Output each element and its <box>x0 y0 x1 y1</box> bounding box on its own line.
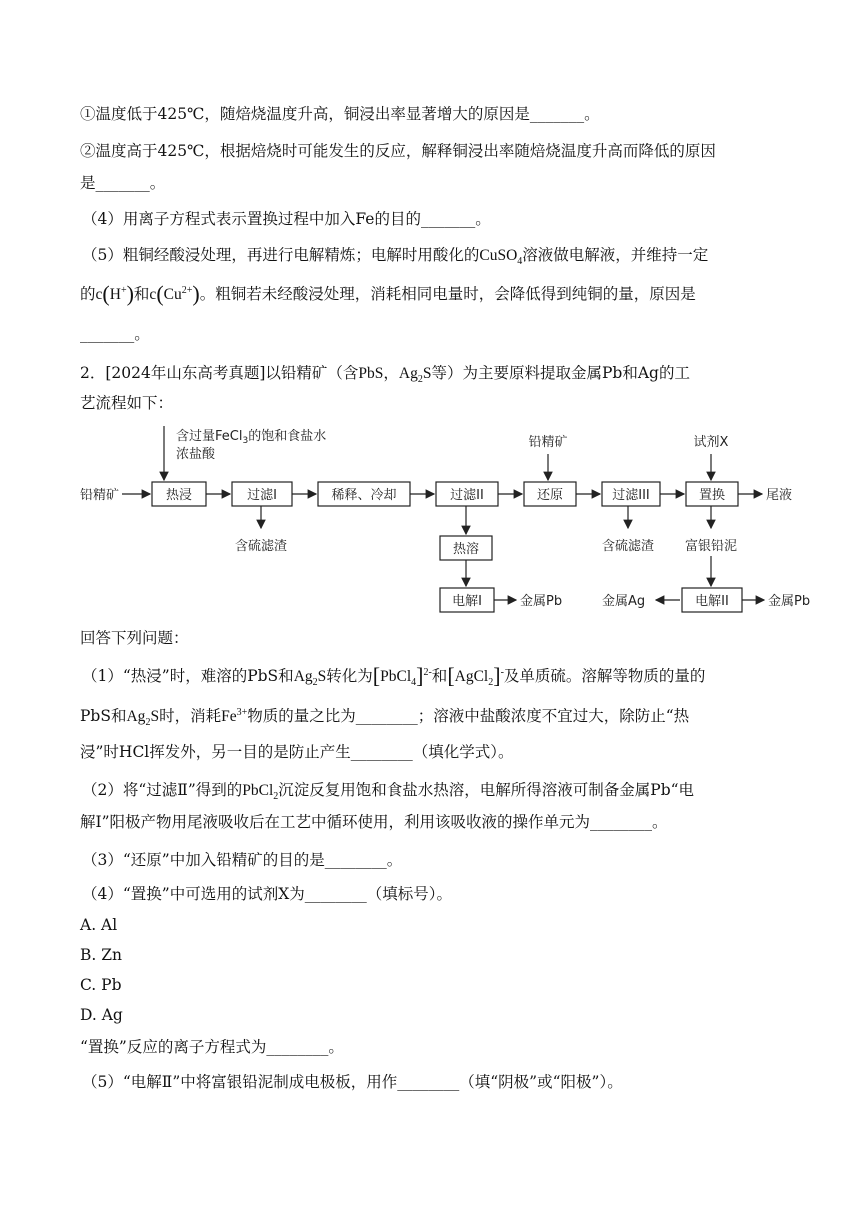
metal-pb2-label: 金属Pb <box>768 594 811 609</box>
formula-fe3: $Fe^{3+}$ <box>221 706 248 725</box>
input-top-line2: 浓盐酸 <box>176 447 216 462</box>
option-c: C. Pb <box>80 976 122 994</box>
answer-intro: 回答下列问题： <box>80 629 189 647</box>
q2-part5: （5）“电解Ⅱ”中将富银铅泥制成电极板，用作________（填“阴极”或“阳极”）。 <box>82 1073 623 1091</box>
formula-cuso4: CuSO$_4$ <box>479 247 523 268</box>
q1-part5-line3: _______。 <box>80 325 150 343</box>
input-top-line1: 含过量FeCl$_3$的饱和食盐水 <box>176 429 327 446</box>
start-label: 铅精矿 <box>80 488 120 503</box>
q2-part1-line1: （1）“热浸”时，难溶的PbS和$Ag_2S$转化为[PbCl$_4$]$^{2-}$和[AgCl$_2$]-及单质硫。溶解等物质的量的 <box>82 663 706 689</box>
svg-text:置换: 置换 <box>698 488 726 503</box>
residue2-label: 含硫滤渣 <box>601 539 655 554</box>
q2-part1-line3: 浸”时HCl挥发外，另一目的是防止产生________（填化学式）。 <box>80 743 514 761</box>
residue1-label: 含硫滤渣 <box>234 539 288 554</box>
q2-stem-line2: 艺流程如下： <box>80 394 174 412</box>
formula-ag2s-2: $Ag_2S$ <box>293 668 327 689</box>
q1-part5-line1: （5）粗铜经酸浸处理，再进行电解精炼；电解时用酸化的CuSO$_4$溶液做电解液，并维持一定 <box>82 246 709 268</box>
formula-c-h: c(H+) <box>95 281 134 306</box>
svg-text:过滤III: 过滤III <box>612 488 650 503</box>
metal-pb1-label: 金属Pb <box>520 594 563 609</box>
tail-liquid-label: 尾液 <box>766 488 793 503</box>
ag-mud-label: 富银铅泥 <box>684 539 738 554</box>
q2-stem-line1: 2．[2024年山东高考真题]以铅精矿（含PbS，$Ag_2S$等）为主要原料提取金属Pb和Ag的工 <box>80 364 690 386</box>
q2-part2-line2: 解Ⅰ”阳极产物用尾液吸收后在工艺中循环使用，利用该吸收液的操作单元为________。 <box>80 813 668 831</box>
q1-part4: （4）用离子方程式表示置换过程中加入Fe的目的_______。 <box>82 210 491 228</box>
process-flow-diagram <box>80 424 820 616</box>
svg-text:过滤II: 过滤II <box>450 488 484 503</box>
option-d: D. Ag <box>80 1006 123 1024</box>
q2-part4-equation: “置换”反应的离子方程式为________。 <box>80 1038 344 1056</box>
q1-part3-1: ①温度低于425℃，随焙烧温度升高，铜浸出率显著增大的原因是_______。 <box>80 105 600 123</box>
svg-text:稀释、冷却: 稀释、冷却 <box>331 488 397 503</box>
formula-ag2s: $Ag_2S$ <box>398 365 432 386</box>
option-a: A. Al <box>80 916 118 934</box>
svg-text:电解I: 电解I <box>452 594 482 609</box>
svg-text:过滤I: 过滤I <box>247 488 277 503</box>
svg-text:热溶: 热溶 <box>452 542 480 557</box>
q2-part3: （3）“还原”中加入铅精矿的目的是________。 <box>82 851 403 869</box>
ore-top-label: 铅精矿 <box>528 435 568 450</box>
formula-c-cu: $c(Cu^{2+})$ <box>149 281 200 306</box>
formula-pbcl4: [PbCl$_4$]$^{2-}$ <box>372 663 432 689</box>
metal-ag-label: 金属Ag <box>602 594 646 609</box>
svg-text:热浸: 热浸 <box>165 488 193 503</box>
formula-agcl2: [AgCl$_2$]- <box>447 663 504 689</box>
formula-ag2s-3: $Ag_2S$ <box>126 708 160 729</box>
q1-part5-line2: 的c(H+)和$c(Cu^{2+})$。粗铜若未经酸浸处理，消耗相同电量时，会降低得到纯铜的量，原因是 <box>80 281 696 306</box>
reagent-x-label: 试剂X <box>693 435 729 450</box>
q2-part1-line2: PbS和$Ag_2S$时，消耗$Fe^{3+}$物质的量之比为________；溶液中盐酸浓度不宜过大，除防止“热 <box>80 706 690 729</box>
svg-text:电解II: 电解II <box>695 594 729 609</box>
option-b: B. Zn <box>80 946 122 964</box>
q2-part2-line1: （2）将“过滤Ⅱ”得到的PbCl$_2$沉淀反复用饱和食盐水热溶，电解所得溶液可制备金属Pb“电 <box>82 781 695 803</box>
q2-part4: （4）“置换”中可选用的试剂X为________（填标号）。 <box>82 885 452 903</box>
q1-part3-2-cont: 是_______。 <box>80 174 166 192</box>
formula-pbcl2: PbCl$_2$ <box>242 782 279 803</box>
q1-part3-2: ②温度高于425℃，根据焙烧时可能发生的反应，解释铜浸出率随焙烧温度升高而降低的原因 <box>80 142 716 160</box>
svg-text:还原: 还原 <box>536 488 564 503</box>
